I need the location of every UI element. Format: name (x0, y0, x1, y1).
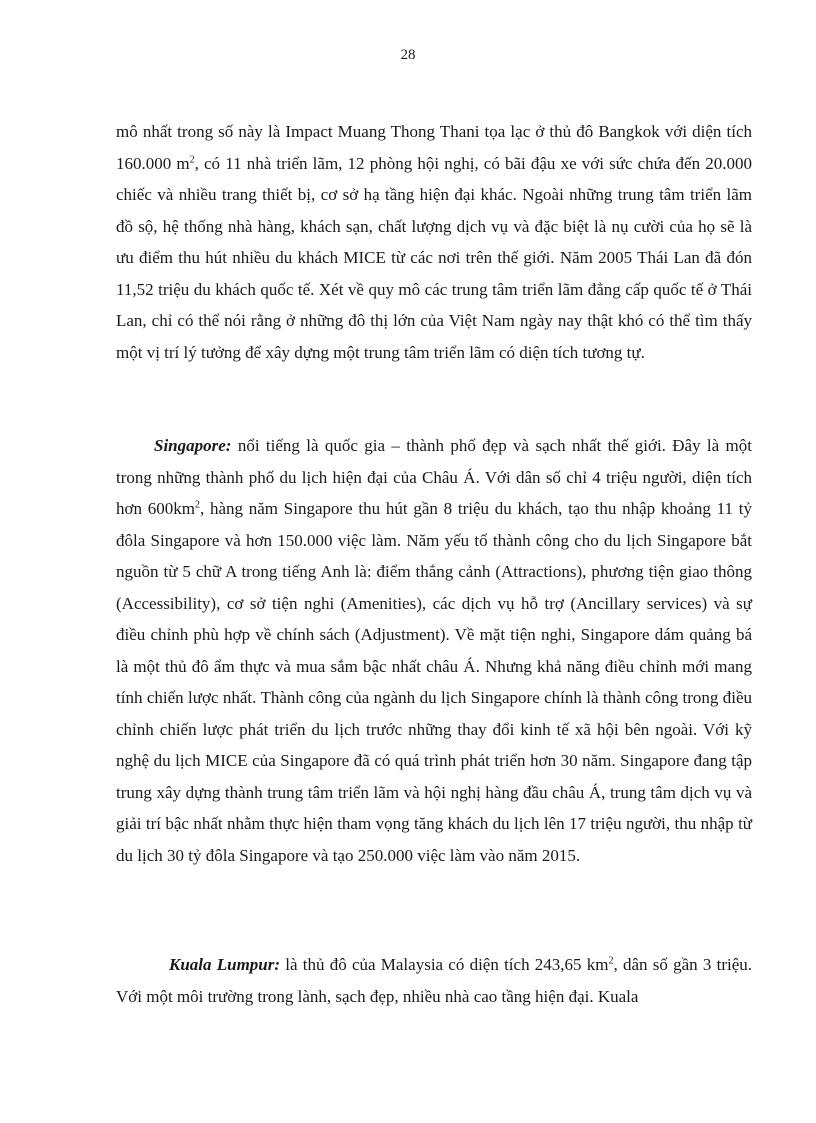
paragraph-text: mô nhất trong số này là Impact Muang Thong Thani tọa lạc ở thủ đô Bangkok với diện tích 160.000 m (116, 122, 752, 173)
paragraph-text: , dân số gần 3 triệu. Với một môi trường trong lành, sạch đẹp, nhiều nhà cao tầng hiện đại. Kuala (116, 955, 752, 1006)
paragraph-singapore (116, 430, 752, 871)
page-number: 28 (400, 47, 416, 63)
superscript: 2 (194, 499, 200, 511)
paragraph-text: , hàng năm Singapore thu hút gần 8 triệu du khách, tạo thu nhập khoảng 11 tỷ đôla Singapore và hơn 150.000 việc làm. Năm yếu tố thành công cho du lịch Singapore bắt nguồn từ 5 chữ A trong tiếng Anh là: điểm thắng cảnh (Attractions), phương tiện giao thông (Accessibility), cơ sở tiện nghi (Amenities), các dịch vụ hỗ trợ (Ancillary services) và sự điều chỉnh phù hợp về chính sách (Adjustment). Về mặt tiện nghi, Singapore dám quảng bá là một thủ đô ẩm thực và mua sắm bậc nhất châu Á. Nhưng khả năng điều chỉnh mới mang tính chiến lược nhất. Thành công của ngành du lịch Singapore chính là thành công trong điều chỉnh chiến lược phát triển du lịch trước những thay đổi kinh tế xã hội bên ngoài. Với kỹ nghệ du lịch MICE của Singapore đã có quá trình phát triển hơn 30 năm. Singapore đang tập trung xây dựng thành trung tâm triển lãm và hội nghị hàng đầu châu Á, trung tâm dịch vụ và giải trí bậc nhất nhằm thực hiện tham vọng tăng khách du lịch lên 17 triệu người, thu nhập từ du lịch 30 tỷ đôla Singapore và tạo 250.000 việc làm vào năm 2015. (116, 499, 753, 865)
paragraph-kuala-lumpur (116, 949, 752, 1012)
paragraph-lead-kuala-lumpur: Kuala Lumpur: (169, 955, 281, 974)
paragraph-text: là thủ đô của Malaysia có diện tích 243,65 km (280, 955, 609, 974)
paragraph-thailand (116, 116, 752, 368)
paragraph-text: nổi tiếng là quốc gia – thành phố đẹp và sạch nhất thế giới. Đây là một trong những thành phố du lịch hiện đại của Châu Á. Với dân số chỉ 4 triệu người, diện tích hơn 600km (116, 436, 752, 518)
superscript: 2 (189, 153, 195, 165)
superscript: 2 (608, 955, 614, 967)
paragraph-text: , có 11 nhà triển lãm, 12 phòng hội nghị, có bãi đậu xe với sức chứa đến 20.000 chiếc và nhiều trang thiết bị, cơ sở hạ tầng hiện đại khác. Ngoài những trung tâm triển lãm đồ sộ, hệ thống nhà hàng, khách sạn, chất lượng dịch vụ và đặc biệt là nụ cười của họ sẽ là ưu điểm thu hút nhiều du khách MICE từ các nơi trên thế giới. Năm 2005 Thái Lan đã đón 11,52 triệu du khách quốc tế. Xét về quy mô các trung tâm triển lãm đẳng cấp quốc tế ở Thái Lan, chỉ có thể nói rằng ở những đô thị lớn của Việt Nam ngày nay thật khó có thể tìm thấy một vị trí lý tưởng để xây dựng một trung tâm triển lãm có diện tích tương tự. (116, 153, 752, 362)
paragraph-lead-singapore: Singapore: (154, 436, 232, 455)
